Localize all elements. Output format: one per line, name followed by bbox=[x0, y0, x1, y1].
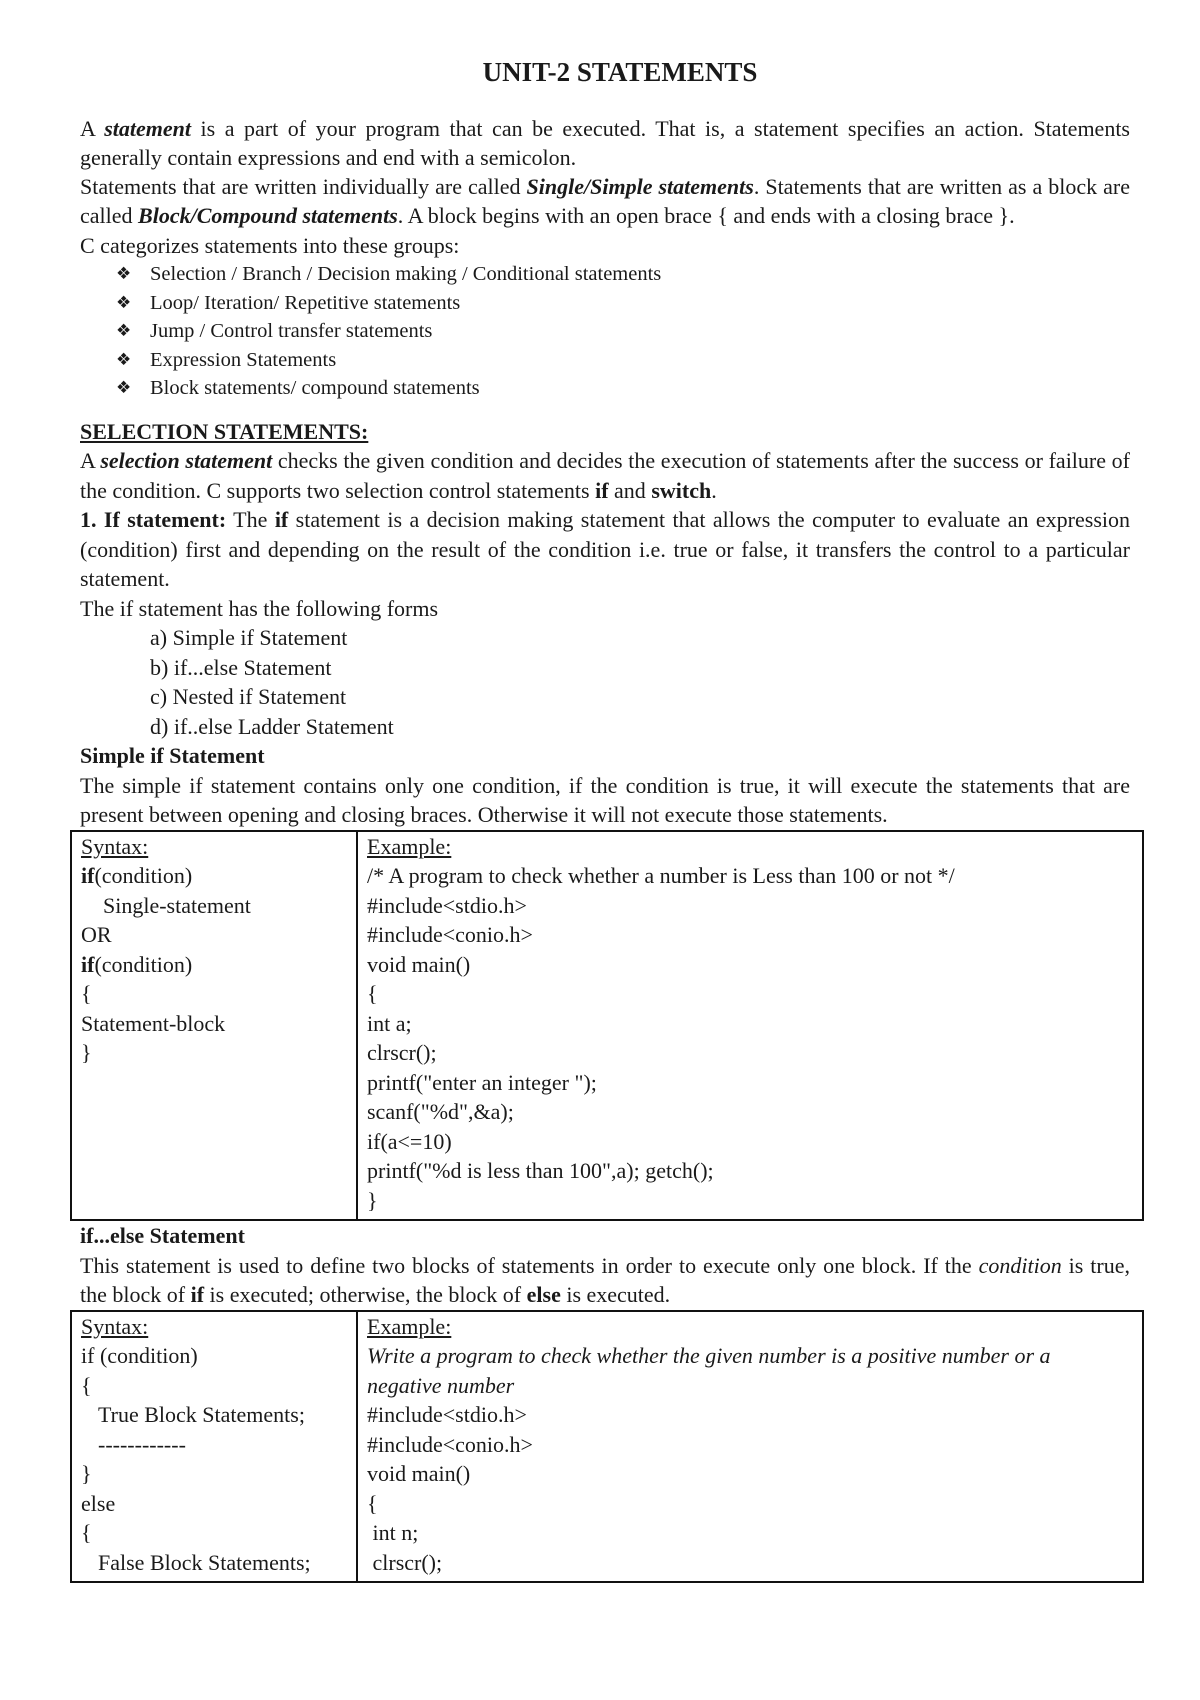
text: (condition) bbox=[94, 951, 193, 977]
code-line: } bbox=[367, 1187, 378, 1213]
simple-if-description: The simple if statement contains only one condition, if the condition is true, it will execute the statements that are present between opening and closing braces. Otherwise it will not execute those statements. bbox=[80, 772, 1130, 827]
code-line: Single-statement bbox=[103, 892, 251, 918]
text: Statements that are written individually are called bbox=[80, 173, 527, 199]
intro-paragraph-2 bbox=[80, 172, 1130, 231]
code-line: int n; bbox=[367, 1520, 419, 1545]
code-line: #include<conio.h> bbox=[367, 1431, 533, 1457]
text: . bbox=[711, 477, 717, 503]
simple-if-table bbox=[70, 830, 1144, 1222]
code-line: { bbox=[81, 1520, 92, 1545]
code-line: void main() bbox=[367, 1461, 471, 1486]
text: is true, the block of bbox=[80, 1252, 1130, 1307]
list-item: d) if..else Ladder Statement bbox=[150, 713, 394, 739]
if-forms-list bbox=[80, 623, 1130, 741]
code-line: if (condition) bbox=[81, 1343, 198, 1368]
text: is executed; otherwise, the block of bbox=[204, 1282, 527, 1307]
term-condition: condition bbox=[978, 1252, 1062, 1278]
code-line: #include<stdio.h> bbox=[367, 892, 527, 918]
if-else-heading: if...else Statement bbox=[80, 1223, 245, 1248]
code-line: if(a<=10) bbox=[367, 1128, 452, 1154]
if-else-table bbox=[70, 1310, 1144, 1584]
code-line: int a; bbox=[367, 1010, 412, 1036]
code-line: #include<conio.h> bbox=[367, 922, 533, 947]
forms-intro: The if statement has the following forms bbox=[80, 595, 439, 621]
intro-paragraph bbox=[80, 114, 1130, 173]
text: is executed. bbox=[560, 1282, 671, 1307]
code-line: { bbox=[367, 981, 378, 1006]
code-line: void main() bbox=[367, 951, 471, 977]
text: statement is a decision making statement that allows the computer to evaluate an expression (condition) first and depending on the result of the condition i.e. true or false, it transfers the control to a particular statement. bbox=[80, 507, 1130, 591]
example-cell bbox=[357, 1311, 1143, 1583]
example-label: Example: bbox=[367, 833, 452, 859]
if-statement-paragraph bbox=[80, 505, 1130, 594]
syntax-label: Syntax: bbox=[81, 833, 149, 859]
text: This statement is used to define two blocks of statements in order to execute only one block. If the bbox=[80, 1252, 979, 1278]
keyword-if: if bbox=[595, 477, 609, 503]
statement-groups-list bbox=[80, 260, 1130, 403]
text: checks the given condition and decides the execution of statements after the success or failure of the condition. C supports two selection control statements bbox=[80, 448, 1130, 503]
if-statement-label: 1. If statement: bbox=[80, 507, 227, 532]
code-line: else bbox=[81, 1490, 116, 1516]
keyword-if: if bbox=[81, 863, 95, 888]
list-item: a) Simple if Statement bbox=[150, 625, 348, 650]
page-title: UNIT-2 STATEMENTS bbox=[482, 57, 758, 87]
term-statement: statement bbox=[104, 115, 191, 141]
text: (condition) bbox=[94, 863, 193, 888]
keyword-switch: switch bbox=[651, 477, 712, 503]
code-line: { bbox=[81, 1372, 92, 1398]
list-item: ❖ Jump / Control transfer statements bbox=[116, 317, 1130, 346]
keyword-else: else bbox=[526, 1282, 561, 1307]
code-line: False Block Statements; bbox=[98, 1549, 311, 1575]
simple-if-heading: Simple if Statement bbox=[80, 743, 265, 768]
text: . Statements that are written as a block are called bbox=[80, 173, 1130, 228]
text: and bbox=[608, 477, 652, 503]
text: . A block begins with an open brace { and ends with a closing brace }. bbox=[397, 203, 1015, 228]
example-cell bbox=[357, 831, 1143, 1221]
code-line: } bbox=[81, 1040, 92, 1065]
list-item: ❖ Selection / Branch / Decision making / Conditional statements bbox=[116, 260, 1130, 289]
code-line: { bbox=[81, 981, 92, 1006]
code-line: } bbox=[81, 1461, 92, 1486]
text: is a part of your program that can be executed. That is, a statement specifies an action. Statements generally contain expressions and end with a semicolon. bbox=[80, 115, 1130, 170]
code-line bbox=[81, 861, 356, 891]
list-item: ❖ Block statements/ compound statements bbox=[116, 374, 1130, 403]
text: The bbox=[226, 507, 275, 532]
code-line: clrscr(); bbox=[367, 1040, 437, 1065]
code-line bbox=[81, 950, 356, 980]
groups-intro: C categorizes statements into these groups: bbox=[80, 232, 460, 258]
keyword-if: if bbox=[81, 951, 95, 977]
text: A bbox=[80, 115, 105, 141]
code-line: { bbox=[367, 1490, 378, 1516]
code-line: True Block Statements; bbox=[98, 1402, 305, 1427]
code-line: #include<stdio.h> bbox=[367, 1402, 527, 1427]
code-line: clrscr(); bbox=[367, 1549, 443, 1575]
selection-heading: SELECTION STATEMENTS: bbox=[80, 418, 369, 444]
list-item: c) Nested if Statement bbox=[150, 684, 347, 709]
term-selection-statement: selection statement bbox=[100, 448, 273, 473]
list-item: ❖ Expression Statements bbox=[116, 346, 1130, 375]
text: A bbox=[80, 448, 101, 473]
code-line: printf("%d is less than 100",a); getch(); bbox=[367, 1158, 714, 1183]
code-line: Statement-block bbox=[81, 1010, 226, 1036]
syntax-cell bbox=[71, 1311, 357, 1583]
list-item: ❖ Loop/ Iteration/ Repetitive statements bbox=[116, 289, 1130, 318]
syntax-label: Syntax: bbox=[81, 1313, 149, 1339]
code-line: OR bbox=[81, 922, 112, 947]
code-line: printf("enter an integer "); bbox=[367, 1069, 597, 1095]
selection-paragraph bbox=[80, 446, 1130, 505]
code-line: scanf("%d",&a); bbox=[367, 1099, 514, 1124]
example-title: Write a program to check whether the given number is a positive number or a negative number bbox=[367, 1343, 1051, 1398]
term-simple-statements: Single/Simple statements bbox=[526, 173, 754, 199]
keyword-if: if bbox=[274, 507, 289, 532]
term-compound-statements: Block/Compound statements bbox=[138, 203, 398, 228]
example-label: Example: bbox=[367, 1313, 452, 1339]
if-else-description bbox=[80, 1251, 1130, 1310]
code-line: /* A program to check whether a number is Less than 100 or not */ bbox=[367, 863, 955, 888]
keyword-if: if bbox=[190, 1282, 205, 1307]
syntax-cell bbox=[71, 831, 357, 1221]
code-line: ------------ bbox=[98, 1431, 186, 1457]
list-item: b) if...else Statement bbox=[150, 654, 332, 680]
